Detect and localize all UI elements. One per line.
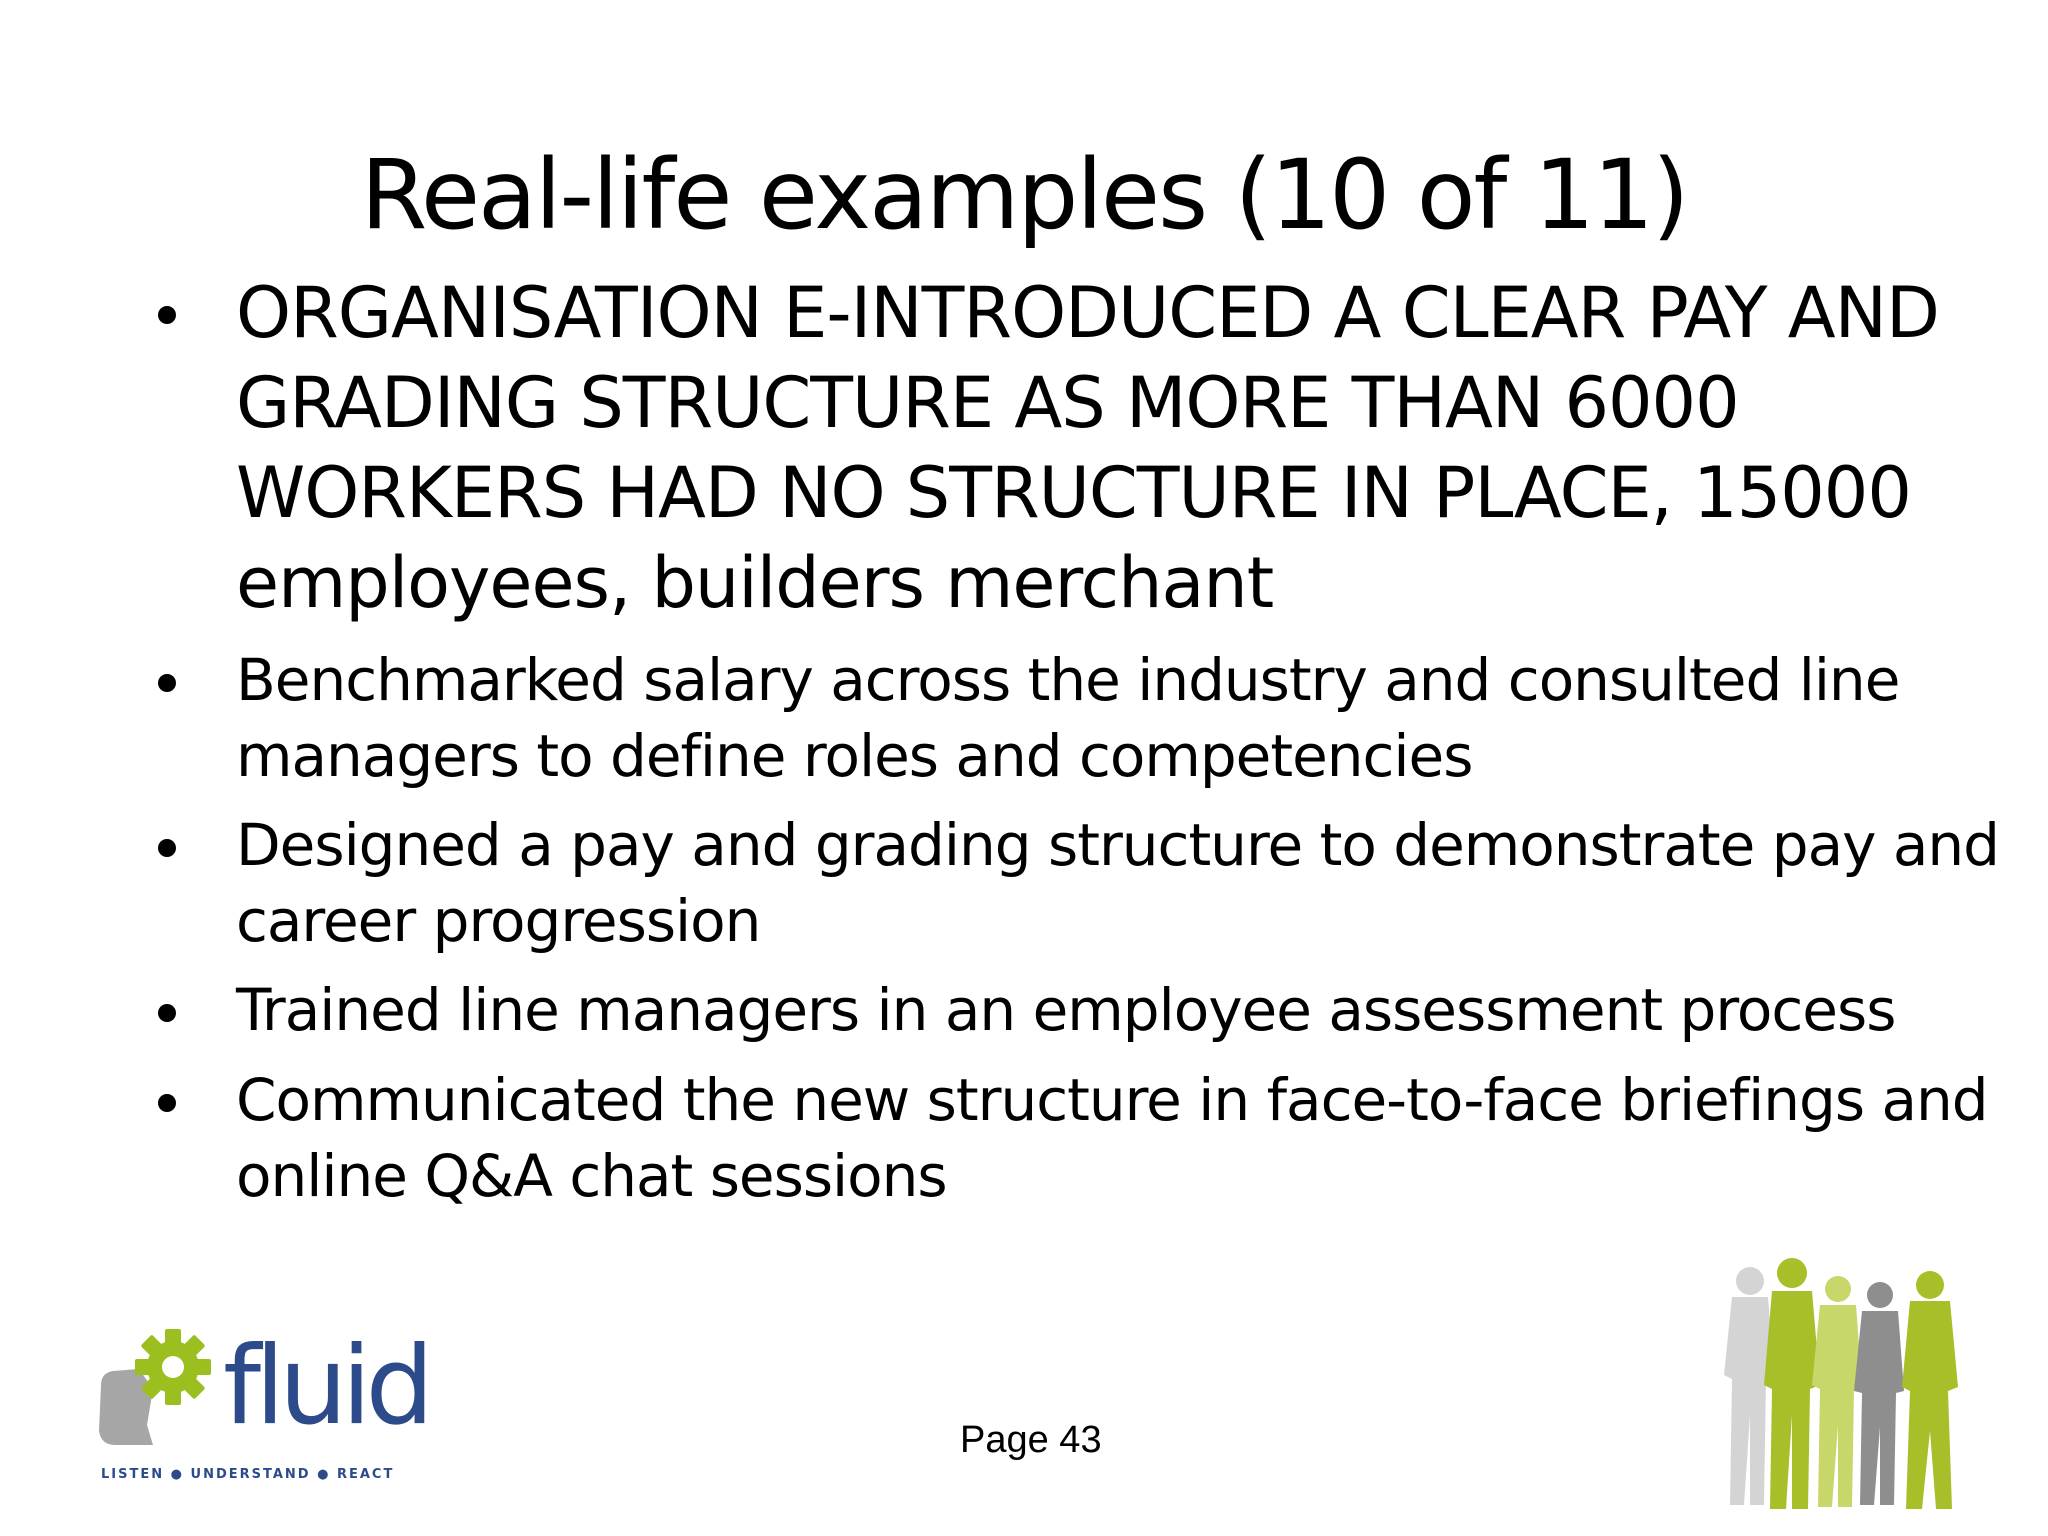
bullet-item-4	[236, 972, 2026, 1048]
slide-title: Real-life examples (10 of 11)	[360, 139, 1688, 251]
bullet-dot-icon	[158, 839, 176, 857]
bullet-line: employees, builders merchant	[236, 542, 1274, 624]
bullet-line: career progression	[236, 887, 761, 955]
bullet-item-5	[236, 1062, 2026, 1214]
bullet-line: Benchmarked salary across the industry and consulted line	[236, 646, 1900, 714]
bullet-line: Communicated the new structure in face-to-face briefings and	[236, 1066, 1988, 1134]
bullet-line: ORGANISATION E-INTRODUCED A CLEAR PAY AND	[236, 272, 1939, 354]
bullet-line: online Q&A chat sessions	[236, 1142, 947, 1210]
bullet-dot-icon	[158, 674, 176, 692]
logo-wordmark: fluid	[223, 1324, 429, 1449]
bullet-line: Trained line managers in an employee assessment process	[236, 976, 1896, 1044]
bullet-line: GRADING STRUCTURE AS MORE THAN 6000	[236, 362, 1739, 444]
bullet-item-3	[236, 807, 2026, 959]
gear-icon	[95, 1325, 235, 1465]
fluid-logo	[95, 1324, 429, 1495]
bullet-line: WORKERS HAD NO STRUCTURE IN PLACE, 15000	[236, 452, 1911, 534]
bullet-line: Designed a pay and grading structure to demonstrate pay and	[236, 811, 1999, 879]
bullet-item-1	[236, 268, 2026, 628]
people-silhouettes-icon	[1720, 1255, 1980, 1515]
bullet-dot-icon	[158, 306, 176, 324]
bullet-line: managers to define roles and competencies	[236, 722, 1473, 790]
page-number: Page 43	[960, 1419, 1102, 1461]
bullet-dot-icon	[158, 1004, 176, 1022]
logo-tagline: LISTEN ● UNDERSTAND ● REACT	[101, 1467, 395, 1482]
bullet-item-2	[236, 642, 2026, 794]
bullet-dot-icon	[158, 1094, 176, 1112]
